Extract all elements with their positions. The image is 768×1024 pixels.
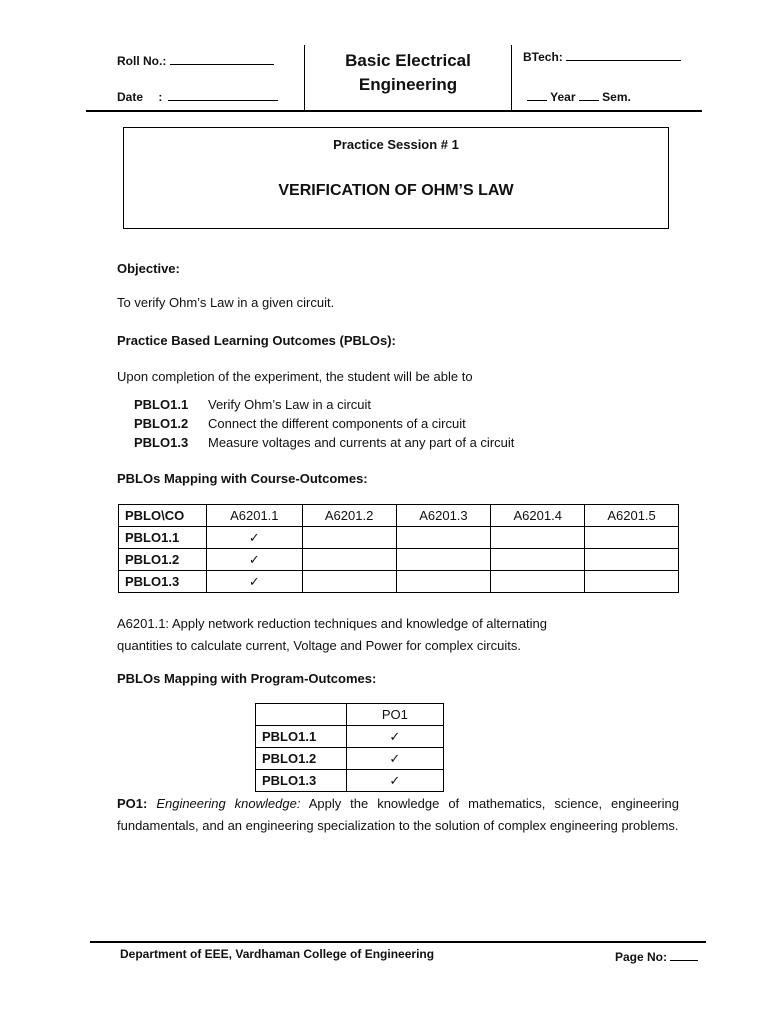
table-cell: [256, 704, 347, 726]
roll-no-label: Roll No.:: [117, 54, 167, 68]
table-row: [256, 748, 444, 770]
pblos-heading: Practice Based Learning Outcomes (PBLOs):: [117, 333, 396, 348]
check-cell: ✓: [206, 571, 302, 593]
table-cell: [396, 549, 491, 571]
po1-text: Apply the knowledge of mathematics, science, engineering fundamentals, and an engineering specialization to the solution of complex engineering problems.: [117, 796, 679, 833]
btech-field: [523, 50, 681, 64]
header-rule: [86, 110, 702, 112]
co-note-line2: quantities to calculate current, Voltage and Power for complex circuits.: [117, 638, 521, 653]
table-row: [256, 770, 444, 792]
table-cell: PBLO1.1: [119, 527, 207, 549]
po-mapping-table: [255, 703, 444, 792]
pblo-code: PBLO1.3: [134, 435, 189, 450]
po-mapping-heading: PBLOs Mapping with Program-Outcomes:: [117, 671, 377, 686]
pblo-list: [134, 395, 514, 452]
date-colon: :: [158, 90, 163, 104]
page-number-blank[interactable]: [670, 960, 698, 961]
btech-label: BTech:: [523, 50, 563, 64]
course-title: [306, 49, 510, 97]
header-divider-right: [511, 45, 512, 110]
table-cell: [585, 527, 679, 549]
pblo-text: Verify Ohm’s Law in a circuit: [208, 397, 372, 412]
check-cell: ✓: [346, 748, 443, 770]
date-blank[interactable]: [168, 100, 278, 101]
pblos-intro: Upon completion of the experiment, the student will be able to: [117, 369, 473, 384]
table-cell: [396, 571, 491, 593]
objective-heading: Objective:: [117, 261, 180, 276]
list-item: [134, 433, 514, 452]
table-cell: PBLO1.3: [119, 571, 207, 593]
co-mapping-table: [118, 504, 679, 593]
table-cell: PBLO1.2: [119, 549, 207, 571]
date-field: [117, 90, 278, 104]
sem-blank[interactable]: [579, 100, 599, 101]
course-title-line1: Basic Electrical: [345, 51, 471, 70]
table-cell: [585, 549, 679, 571]
co-note: [117, 613, 547, 657]
table-row: [256, 726, 444, 748]
po1-label: PO1:: [117, 796, 148, 811]
pblo-code: PBLO1.1: [134, 397, 189, 412]
table-cell: [585, 571, 679, 593]
table-cell: PBLO1.1: [256, 726, 347, 748]
table-cell: A6201.1: [206, 505, 302, 527]
table-cell: [302, 527, 396, 549]
table-cell: PO1: [346, 704, 443, 726]
session-box: [123, 127, 669, 229]
check-cell: ✓: [346, 726, 443, 748]
table-cell: A6201.4: [491, 505, 585, 527]
table-cell: [302, 571, 396, 593]
co-note-line1: A6201.1: Apply network reduction techniques and knowledge of alternating: [117, 616, 548, 631]
year-label: Year: [550, 90, 576, 104]
pblo-text: Connect the different components of a circuit: [208, 416, 466, 431]
page-number-label: Page No:: [615, 950, 668, 964]
check-cell: ✓: [346, 770, 443, 792]
table-header-row: [256, 704, 444, 726]
table-cell: [491, 571, 585, 593]
roll-no-blank[interactable]: [170, 64, 274, 65]
year-blank[interactable]: [527, 100, 547, 101]
table-header-row: [119, 505, 679, 527]
table-cell: [491, 549, 585, 571]
table-cell: [396, 527, 491, 549]
pblo-text: Measure voltages and currents at any part of a circuit: [208, 435, 515, 450]
table-cell: PBLO1.3: [256, 770, 347, 792]
course-title-line2: Engineering: [358, 75, 458, 94]
year-sem-field: [527, 90, 631, 104]
footer-department: Department of EEE, Vardhaman College of Engineering: [120, 947, 435, 961]
table-cell: A6201.5: [585, 505, 679, 527]
objective-text: To verify Ohm’s Law in a given circuit.: [117, 295, 335, 310]
sem-label: Sem.: [602, 90, 631, 104]
check-cell: ✓: [206, 527, 302, 549]
roll-no-field: [117, 54, 274, 68]
session-number: Practice Session # 1: [333, 137, 459, 152]
table-cell: A6201.3: [396, 505, 491, 527]
session-title: VERIFICATION OF OHM’S LAW: [278, 182, 514, 199]
date-label: Date: [117, 90, 144, 104]
table-row: [119, 527, 679, 549]
btech-blank[interactable]: [566, 60, 681, 61]
table-cell: PBLO1.2: [256, 748, 347, 770]
footer-rule: [90, 941, 706, 943]
table-row: [119, 549, 679, 571]
list-item: [134, 395, 514, 414]
po1-term: Engineering knowledge:: [156, 796, 301, 811]
table-cell: A6201.2: [302, 505, 396, 527]
table-cell: PBLO\CO: [119, 505, 207, 527]
check-cell: ✓: [206, 549, 302, 571]
table-row: [119, 571, 679, 593]
table-cell: [491, 527, 585, 549]
list-item: [134, 414, 514, 433]
co-mapping-heading: PBLOs Mapping with Course-Outcomes:: [117, 471, 368, 486]
page-number-field: [615, 950, 698, 964]
header-divider-left: [304, 45, 305, 110]
po1-paragraph: [117, 793, 679, 837]
table-cell: [302, 549, 396, 571]
pblo-code: PBLO1.2: [134, 416, 189, 431]
